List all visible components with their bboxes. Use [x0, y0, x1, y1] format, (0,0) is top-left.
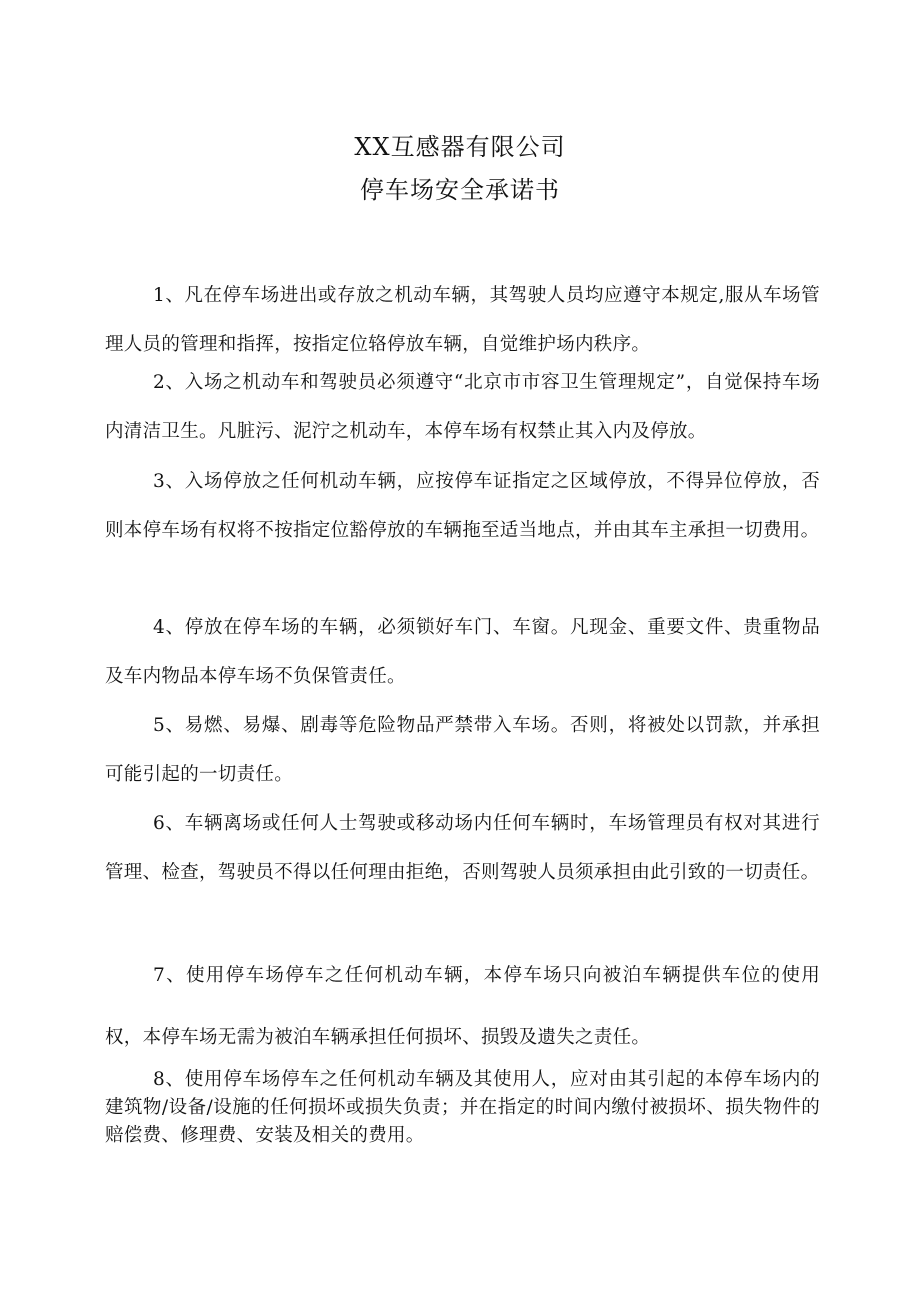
- clause-2: 2、入场之机动车和驾驶员必须遵守“北京市市容卫生管理规定”，自觉保持车场内清洁卫生。凡脏污、泥泞之机动车，本停车场有权禁止其入内及停放。: [105, 372, 820, 442]
- clause-1: 1、凡在停车场进出或存放之机动车辆，其驾驶人员均应遵守本规定,服从车场管理人员的管理和指挥，按指定位辂停放车辆，自觉维护场内秩序。: [105, 285, 820, 355]
- clause-4: 4、停放在停车场的车辆，必须锁好车门、车窗。凡现金、重要文件、贵重物品及车内物品本停车场不负保管责任。: [105, 617, 820, 687]
- clause-7: 7、使用停车场停车之任何机动车辆，本停车场只向被泊车辆提供车位的使用权，本停车场无需为被泊车辆承担任何损坏、损毁及遗失之责任。: [105, 965, 820, 1048]
- clause-8: 8、使用停车场停车之任何机动车辆及其使用人，应对由其引起的本停车场内的建筑物/设备/设施的任何损坏或损失负责；并在指定的时间内缴付被损坏、损失物件的赔偿费、修理费、安装及相关的费用。: [105, 1069, 820, 1146]
- document-title: 停车场安全承诺书: [360, 176, 560, 204]
- clause-3: 3、入场停放之任何机动车辆，应按停车证指定之区域停放，不得异位停放，否则本停车场有权将不按指定位豁停放的车辆拖至适当地点，并由其车主承担一切费用。: [105, 471, 820, 541]
- clause-6: 6、车辆离场或任何人士驾驶或移动场内任何车辆时，车场管理员有权对其进行管理、检查，驾驶员不得以任何理由拒绝，否则驾驶人员须承担由此引致的一切责任。: [105, 813, 820, 883]
- clause-5: 5、易燃、易爆、剧毒等危险物品严禁带入车场。否则，将被处以罚款，并承担可能引起的一切责任。: [105, 715, 820, 785]
- company-title: XX互感器有限公司: [354, 133, 566, 161]
